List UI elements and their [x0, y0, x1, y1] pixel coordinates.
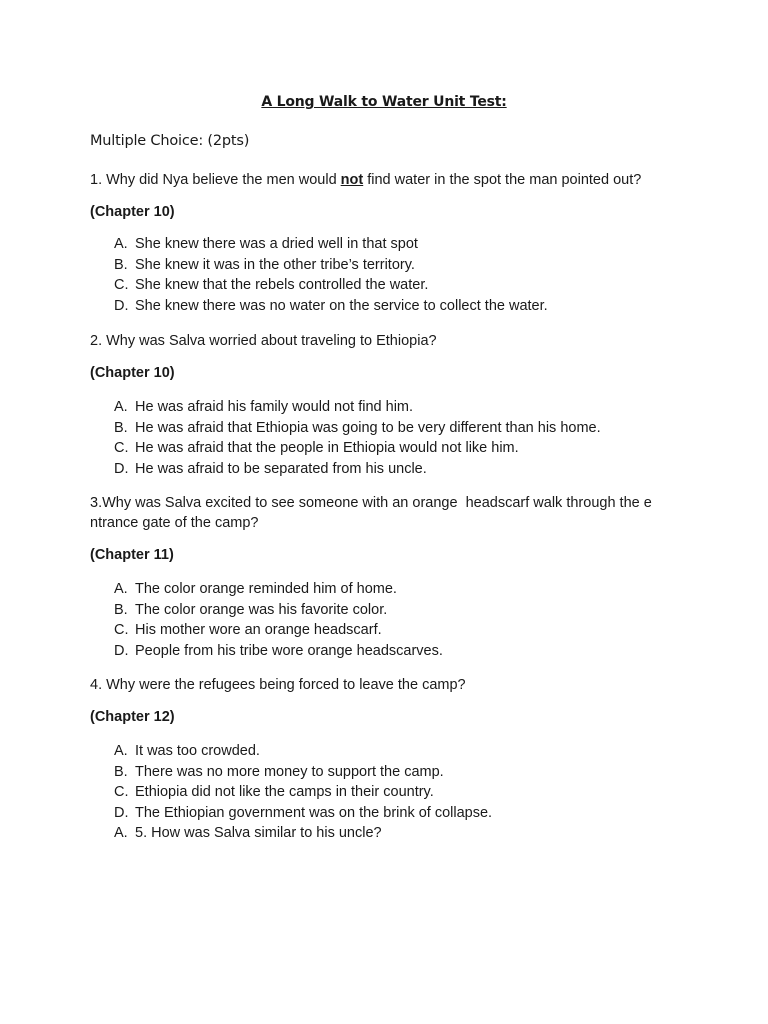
question-3 — [90, 493, 680, 533]
option — [114, 397, 601, 418]
option — [114, 803, 492, 824]
option — [114, 762, 492, 783]
option-letter: A. — [114, 236, 128, 252]
question-3-options — [114, 579, 443, 661]
option — [114, 620, 443, 641]
question-1 — [90, 170, 680, 190]
question-4: 4. Why were the refugees being forced to leave the camp? — [90, 677, 466, 693]
question-2-chapter: (Chapter 10) — [90, 365, 175, 381]
option-letter: B. — [114, 601, 128, 618]
option-letter: D. — [114, 642, 129, 659]
question-1-emphasis: not — [340, 172, 364, 188]
option-letter: A. — [114, 399, 128, 415]
option-text: He was afraid to be separated from his uncle. — [135, 460, 427, 477]
option-text: The Ethiopian government was on the brink of collapse. — [135, 804, 493, 821]
option-text: People from his tribe wore orange headscarves. — [135, 642, 443, 659]
question-1-chapter: (Chapter 10) — [90, 204, 175, 220]
option-letter: A. — [114, 581, 128, 597]
option — [114, 459, 601, 480]
option-letter: B. — [114, 419, 128, 436]
question-2-options — [114, 397, 601, 479]
document-title: A Long Walk to Water Unit Test: — [261, 94, 507, 110]
option — [114, 234, 548, 255]
option — [114, 600, 443, 621]
question-4-chapter: (Chapter 12) — [90, 709, 175, 725]
question-3-line-2: ntrance gate of the camp? — [90, 515, 259, 531]
option-text: He was afraid that the people in Ethiopia would not like him. — [135, 440, 519, 456]
option-text: There was no more money to support the camp. — [135, 763, 444, 780]
question-4-options — [114, 741, 492, 844]
option-text: The color orange was his favorite color. — [135, 601, 388, 618]
question-1-text-pre: 1. Why did Nya believe the men would — [90, 172, 341, 188]
option-letter: C. — [114, 622, 129, 638]
option-text: He was afraid his family would not find him. — [135, 399, 414, 415]
option — [114, 296, 548, 317]
option-letter: A. — [114, 825, 128, 841]
option — [114, 275, 548, 296]
option-letter: B. — [114, 763, 128, 780]
option-text: The color orange reminded him of home. — [135, 581, 397, 597]
option-text: She knew that the rebels controlled the water. — [135, 277, 429, 293]
option-letter: D. — [114, 297, 129, 314]
option — [114, 641, 443, 662]
option — [114, 418, 601, 439]
option-text: 5. How was Salva similar to his uncle? — [135, 825, 382, 841]
question-1-options — [114, 234, 548, 316]
question-3-line-1: 3.Why was Salva excited to see someone with an orange headscarf walk through the e — [90, 495, 652, 511]
section-heading: Multiple Choice: (2pts) — [90, 133, 250, 149]
option-text: She knew there was no water on the service to collect the water. — [135, 297, 548, 314]
question-1-text-post: find water in the spot the man pointed out? — [363, 172, 642, 188]
option-text: It was too crowded. — [135, 743, 260, 759]
option-text: He was afraid that Ethiopia was going to be very different than his home. — [135, 419, 601, 436]
question-3-chapter: (Chapter 11) — [90, 547, 174, 563]
question-2: 2. Why was Salva worried about traveling to Ethiopia? — [90, 333, 437, 349]
option — [114, 438, 601, 459]
option-text: She knew there was a dried well in that spot — [135, 236, 418, 252]
option-letter: A. — [114, 743, 128, 759]
option-letter: D. — [114, 804, 129, 821]
option-text: His mother wore an orange headscarf. — [135, 622, 382, 638]
option-letter: C. — [114, 277, 129, 293]
option-text: Ethiopia did not like the camps in their country. — [135, 784, 434, 800]
option-letter: B. — [114, 256, 128, 273]
option — [114, 823, 492, 844]
option — [114, 741, 492, 762]
option — [114, 255, 548, 276]
option — [114, 782, 492, 803]
option-letter: C. — [114, 440, 129, 456]
option — [114, 579, 443, 600]
option-text: She knew it was in the other tribe’s territory. — [135, 256, 415, 273]
option-letter: C. — [114, 784, 129, 800]
option-letter: D. — [114, 460, 129, 477]
